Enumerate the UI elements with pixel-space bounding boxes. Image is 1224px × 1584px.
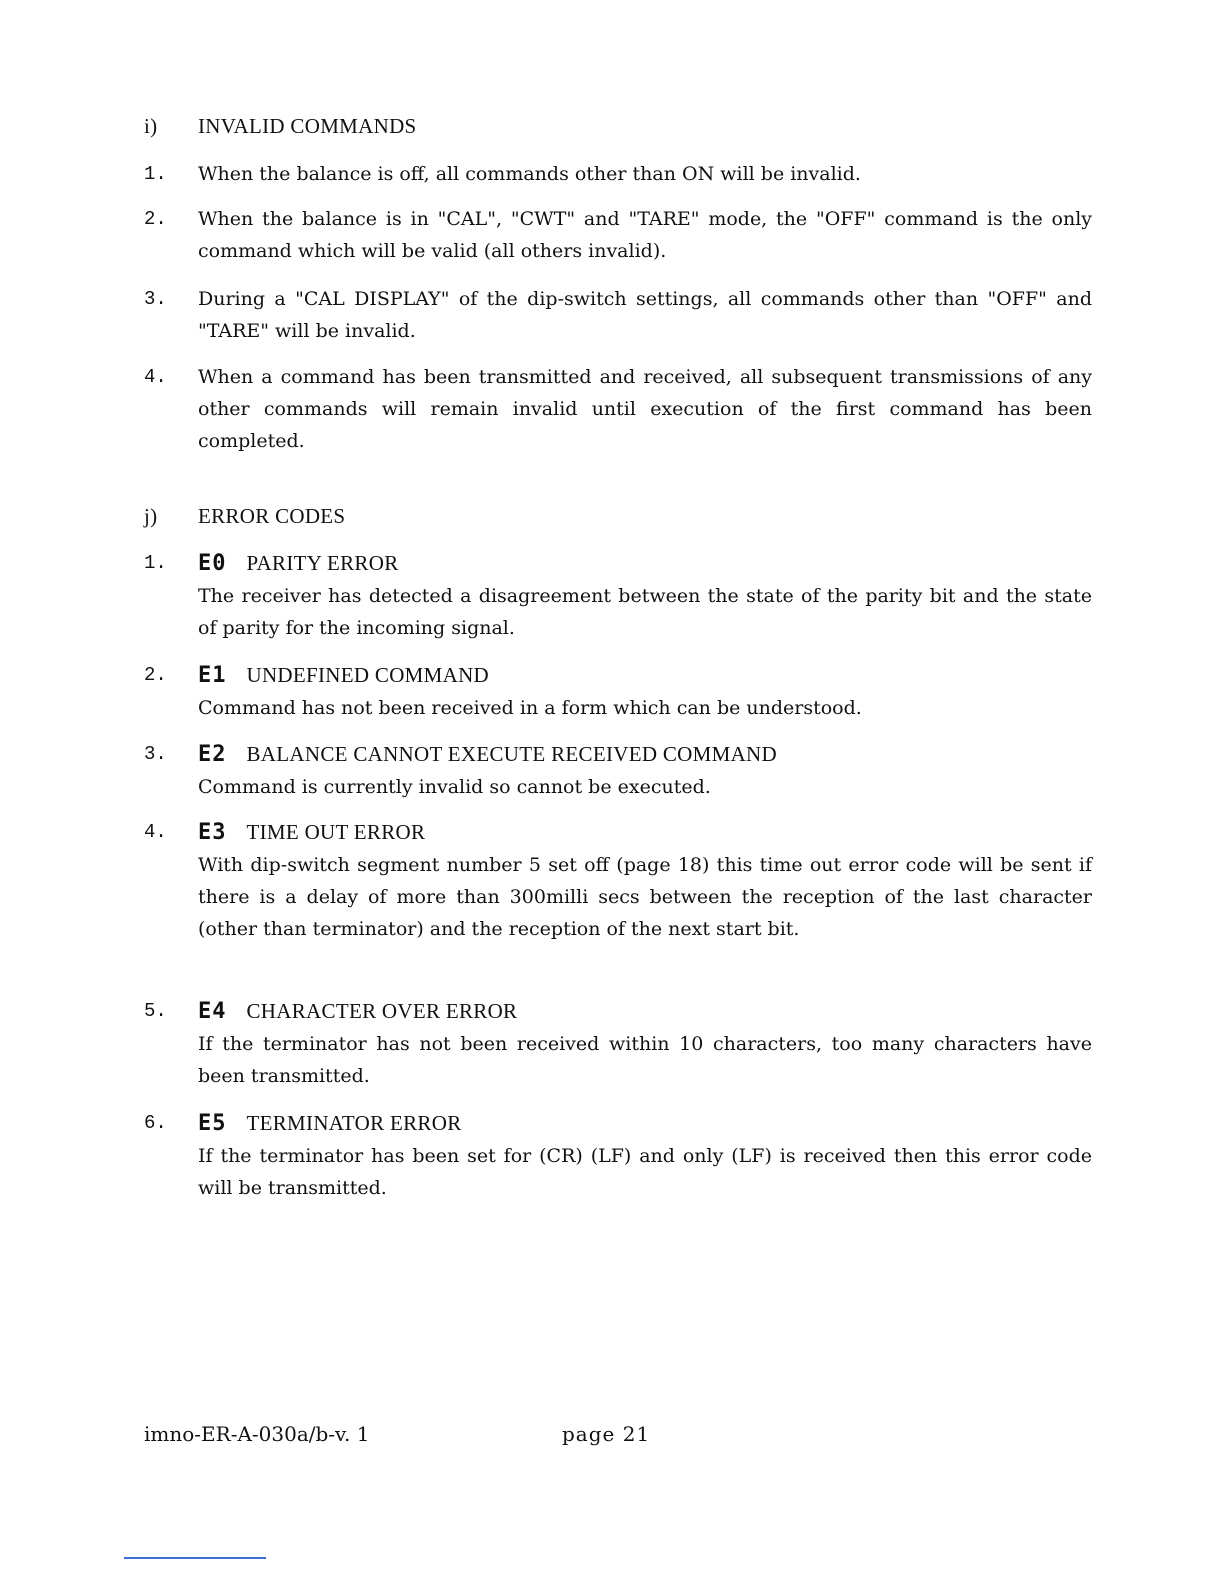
- error-title: CHARACTER OVER ERROR: [246, 999, 518, 1023]
- page-number: page 21: [562, 1422, 651, 1446]
- error-item: [144, 995, 1092, 1092]
- error-code: E2: [198, 742, 227, 767]
- error-item: [144, 1107, 1092, 1204]
- error-description: If the terminator has been set for (CR) (LF) and only (LF) is received then this error code will be transmitted.: [198, 1145, 1092, 1199]
- error-title: BALANCE CANNOT EXECUTE RECEIVED COMMAND: [246, 742, 777, 766]
- item-number: 1.: [144, 552, 167, 574]
- item-number: 4.: [144, 821, 167, 843]
- error-code: E3: [198, 820, 227, 845]
- error-description: With dip-switch segment number 5 set off (page 18) this time out error code will be sent if there is a delay of more than 300milli secs between the reception of the last character (other than terminator) and the reception of the next start bit.: [198, 854, 1092, 940]
- error-title: TIME OUT ERROR: [246, 820, 426, 844]
- section-title: ERROR CODES: [198, 504, 346, 528]
- error-description: If the terminator has not been received within 10 characters, too many characters have been transmitted.: [198, 1033, 1092, 1087]
- error-item: [144, 816, 1092, 945]
- item-number: 6.: [144, 1112, 167, 1134]
- error-title: TERMINATOR ERROR: [246, 1111, 462, 1135]
- item-number: 4.: [144, 366, 167, 388]
- list-item: [144, 203, 1092, 267]
- section-marker: i): [144, 114, 158, 138]
- error-title: PARITY ERROR: [246, 551, 399, 575]
- list-item: [144, 283, 1092, 347]
- item-number: 3.: [144, 743, 167, 765]
- section-heading-invalid-commands: [144, 114, 417, 139]
- error-item: [144, 738, 1092, 803]
- error-item: [144, 547, 1092, 644]
- error-description: Command is currently invalid so cannot be executed.: [198, 776, 711, 798]
- item-number: 2.: [144, 664, 167, 686]
- error-code: E0: [198, 551, 227, 576]
- error-code: E5: [198, 1111, 227, 1136]
- error-description: Command has not been received in a form which can be understood.: [198, 697, 862, 719]
- list-item: [144, 158, 1092, 190]
- item-number: 1.: [144, 163, 167, 185]
- error-description: The receiver has detected a disagreement between the state of the parity bit and the state of parity for the incoming signal.: [198, 585, 1092, 639]
- error-code: E4: [198, 999, 227, 1024]
- error-code: E1: [198, 663, 227, 688]
- item-text: When a command has been transmitted and received, all subsequent transmissions of any other commands will remain invalid until execution of the first command has been completed.: [198, 366, 1092, 452]
- section-marker: j): [144, 504, 158, 528]
- error-item: [144, 659, 1092, 724]
- document-id: imno-ER-A-030a/b-v. 1: [144, 1422, 370, 1446]
- item-text: During a "CAL DISPLAY" of the dip-switch settings, all commands other than "OFF" and "TARE" will be invalid.: [198, 288, 1092, 342]
- error-title: UNDEFINED COMMAND: [246, 663, 490, 687]
- item-number: 2.: [144, 208, 167, 230]
- list-item: [144, 361, 1092, 457]
- item-number: 5.: [144, 1000, 167, 1022]
- item-text: When the balance is off, all commands other than ON will be invalid.: [198, 163, 861, 185]
- item-number: 3.: [144, 288, 167, 310]
- item-text: When the balance is in "CAL", "CWT" and "TARE" mode, the "OFF" command is the only command which will be valid (all others invalid).: [198, 208, 1092, 262]
- edge-line: [124, 1557, 266, 1559]
- section-title: INVALID COMMANDS: [198, 114, 417, 138]
- section-heading-error-codes: [144, 504, 345, 529]
